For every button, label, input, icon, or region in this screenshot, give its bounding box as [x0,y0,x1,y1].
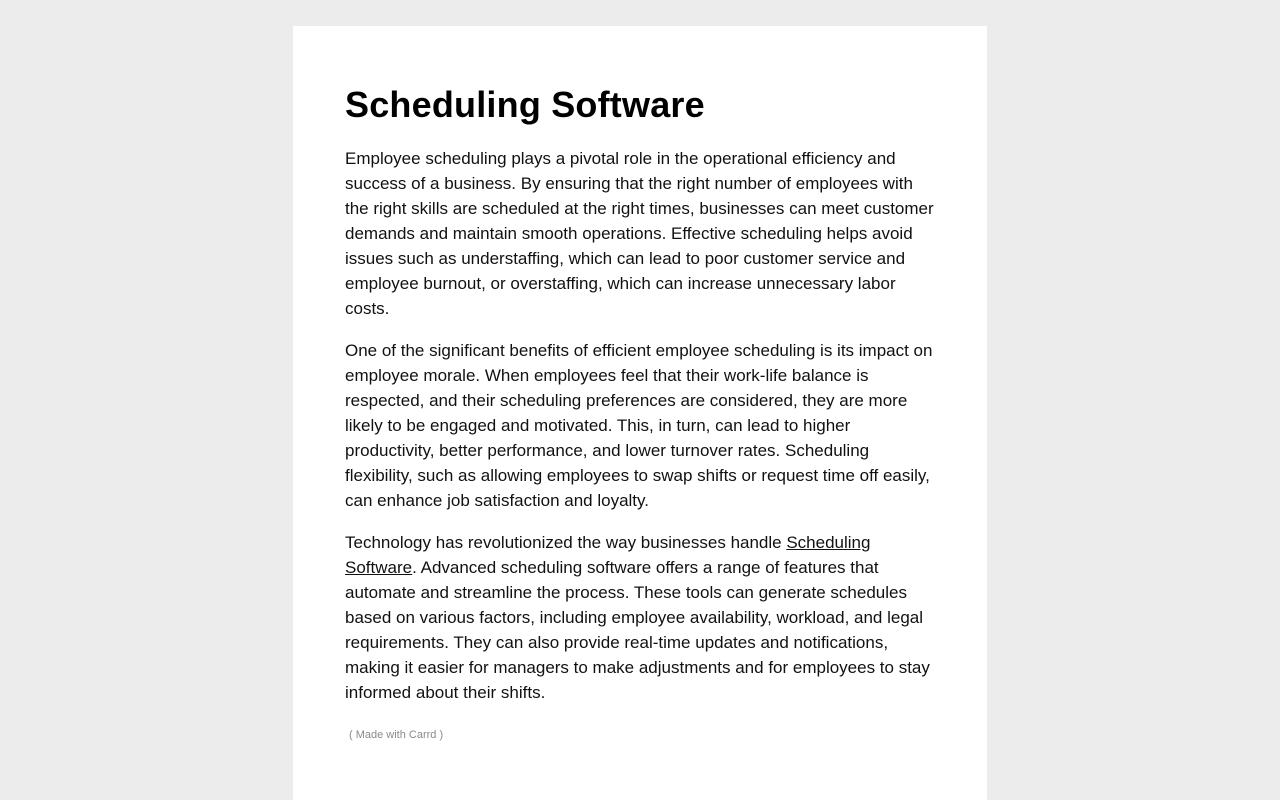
page-title: Scheduling Software [345,84,705,125]
content-card [293,26,987,800]
paragraph-2: One of the significant benefits of efficient employee scheduling is its impact on employee morale. When employees feel that their work-life balance is respected, and their scheduling preferences are considered, they are more likely to be engaged and motivated. This, in turn, can lead to higher productivity, better performance, and lower turnover rates. Scheduling flexibility, such as allowing employees to swap shifts or request time off easily, can enhance job satisfaction and loyalty. [345,341,933,510]
paragraph-3 [345,530,937,705]
article-body [345,146,937,705]
paragraph-3-text-end: . Advanced scheduling software offers a range of features that automate and streamline the process. These tools can generate schedules based on various factors, including employee availability, workload, and legal requirements. They can also provide real-time updates and notifications, making it easier for managers to make adjustments and for employees to stay informed about their shifts. [345,558,930,702]
paragraph-3-text-start: Technology has revolutionized the way businesses handle [345,533,787,552]
made-with-carrd-link[interactable]: ( Made with Carrd ) [349,729,444,741]
scheduling-software-link[interactable]: Scheduling Software [345,533,871,577]
paragraph-1: Employee scheduling plays a pivotal role in the operational efficiency and success of a business. By ensuring that the right number of employees with the right skills are scheduled at the right times, businesses can meet customer demands and maintain smooth operations. Effective scheduling helps avoid issues such as understaffing, which can lead to poor customer service and employee burnout, or overstaffing, which can increase unnecessary labor costs. [345,149,934,318]
footer [345,727,935,743]
